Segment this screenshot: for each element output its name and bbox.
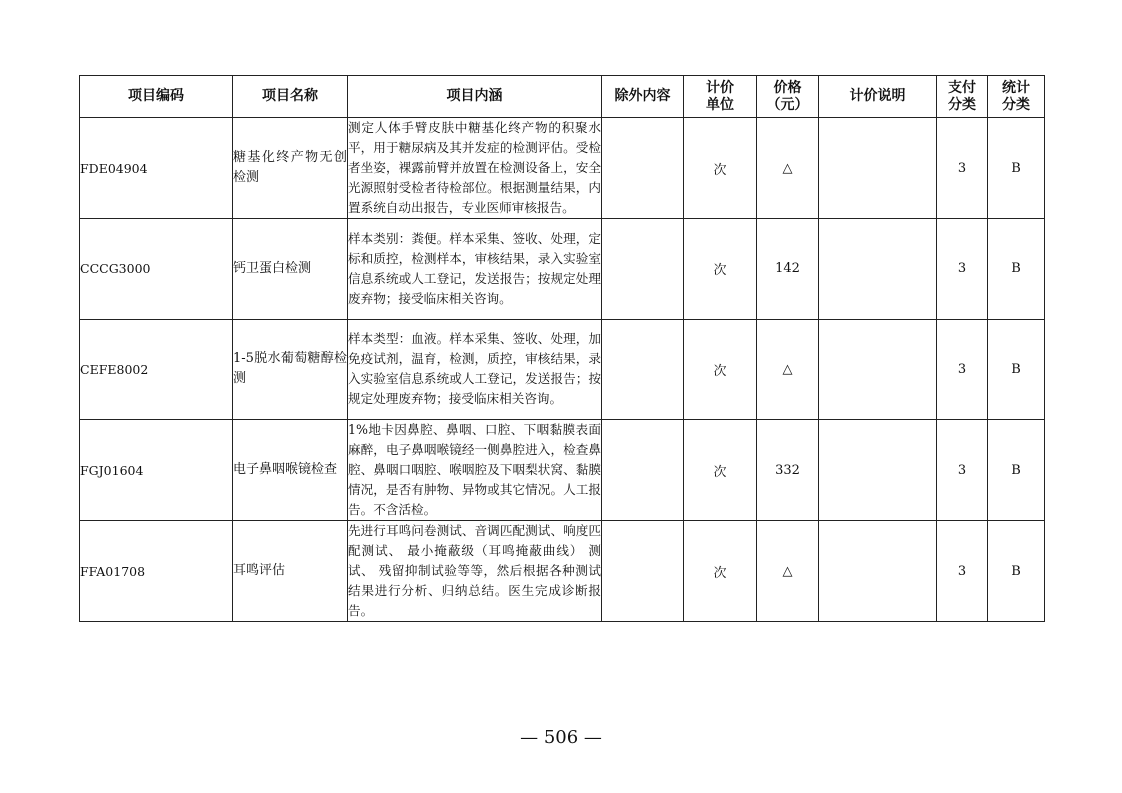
cell-price: △ — [757, 319, 819, 420]
cell-pay: 3 — [937, 521, 988, 622]
cell-code: CEFE8002 — [80, 319, 233, 420]
table-row — [80, 521, 1045, 622]
header-price — [757, 76, 819, 118]
cell-note — [819, 319, 937, 420]
cell-stat: B — [988, 521, 1045, 622]
pricing-table — [79, 75, 1045, 622]
cell-pay: 3 — [937, 219, 988, 320]
cell-pay: 3 — [937, 118, 988, 219]
cell-note — [819, 420, 937, 521]
cell-price: 332 — [757, 420, 819, 521]
cell-content: 先进行耳鸣问卷测试、音调匹配测试、响度匹配测试、 最小掩蔽级（耳鸣掩蔽曲线） 测试、 残留抑制试验等等，然后根据各种测试结果进行分析、归纳总结。医生完成诊断报告。 — [348, 521, 602, 622]
header-stat-line1: 统计 — [1002, 79, 1030, 96]
cell-code: FFA01708 — [80, 521, 233, 622]
header-stat-line2: 分类 — [1002, 96, 1030, 113]
page-number: — 506 — — [520, 727, 602, 748]
header-unit — [684, 76, 757, 118]
table-row — [80, 118, 1045, 219]
cell-stat: B — [988, 219, 1045, 320]
cell-name: 电子鼻咽喉镜检查 — [233, 420, 348, 521]
cell-price: △ — [757, 521, 819, 622]
cell-unit: 次 — [684, 219, 757, 320]
cell-code: CCCG3000 — [80, 219, 233, 320]
header-pay-line2: 分类 — [948, 96, 976, 113]
header-price-line2: （元） — [766, 96, 809, 113]
cell-note — [819, 118, 937, 219]
cell-unit: 次 — [684, 319, 757, 420]
cell-unit: 次 — [684, 118, 757, 219]
header-price-line1: 价格 — [773, 79, 802, 96]
cell-price: △ — [757, 118, 819, 219]
cell-code: FGJ01604 — [80, 420, 233, 521]
cell-exclude — [602, 319, 684, 420]
cell-name: 钙卫蛋白检测 — [233, 219, 348, 320]
cell-content: 1%地卡因鼻腔、鼻咽、口腔、下咽黏膜表面麻醉，电子鼻咽喉镜经一侧鼻腔进入，检查鼻腔、鼻咽口咽腔、喉咽腔及下咽梨状窝、黏膜情况，是否有肿物、异物或其它情况。人工报告。不含活检。 — [348, 420, 602, 521]
cell-code: FDE04904 — [80, 118, 233, 219]
cell-stat: B — [988, 420, 1045, 521]
cell-note — [819, 521, 937, 622]
header-pay — [937, 76, 988, 118]
header-exclude: 除外内容 — [602, 76, 684, 118]
header-unit-line1: 计价 — [706, 79, 734, 96]
cell-exclude — [602, 219, 684, 320]
table-row — [80, 319, 1045, 420]
cell-exclude — [602, 420, 684, 521]
header-note: 计价说明 — [819, 76, 937, 118]
cell-content: 样本类型：血液。样本采集、签收、处理，加免疫试剂，温育，检测，质控，审核结果，录入实验室信息系统或人工登记，发送报告；按规定处理废弃物；接受临床相关咨询。 — [348, 319, 602, 420]
cell-stat: B — [988, 319, 1045, 420]
cell-name: 糖基化终产物无创检测 — [233, 118, 348, 219]
table-row — [80, 420, 1045, 521]
table-row — [80, 219, 1045, 320]
table-header-row — [80, 76, 1045, 118]
header-stat — [988, 76, 1045, 118]
cell-exclude — [602, 521, 684, 622]
cell-pay: 3 — [937, 420, 988, 521]
cell-pay: 3 — [937, 319, 988, 420]
cell-name: 1-5脱水葡萄糖醇检测 — [233, 319, 348, 420]
cell-content: 测定人体手臂皮肤中糖基化终产物的积聚水平，用于糖尿病及其并发症的检测评估。受检者坐姿，裸露前臂并放置在检测设备上，安全光源照射受检者待检部位。根据测量结果，内置系统自动出报告，专业医师审核报告。 — [348, 118, 602, 219]
cell-price: 142 — [757, 219, 819, 320]
cell-content: 样本类别：粪便。样本采集、签收、处理，定标和质控，检测样本，审核结果，录入实验室信息系统或人工登记，发送报告；按规定处理废弃物；接受临床相关咨询。 — [348, 219, 602, 320]
cell-unit: 次 — [684, 420, 757, 521]
cell-exclude — [602, 118, 684, 219]
header-name: 项目名称 — [233, 76, 348, 118]
header-unit-line2: 单位 — [706, 96, 734, 113]
header-pay-line1: 支付 — [948, 79, 976, 96]
header-content: 项目内涵 — [348, 76, 602, 118]
cell-note — [819, 219, 937, 320]
cell-name: 耳鸣评估 — [233, 521, 348, 622]
cell-unit: 次 — [684, 521, 757, 622]
header-code: 项目编码 — [80, 76, 233, 118]
cell-stat: B — [988, 118, 1045, 219]
